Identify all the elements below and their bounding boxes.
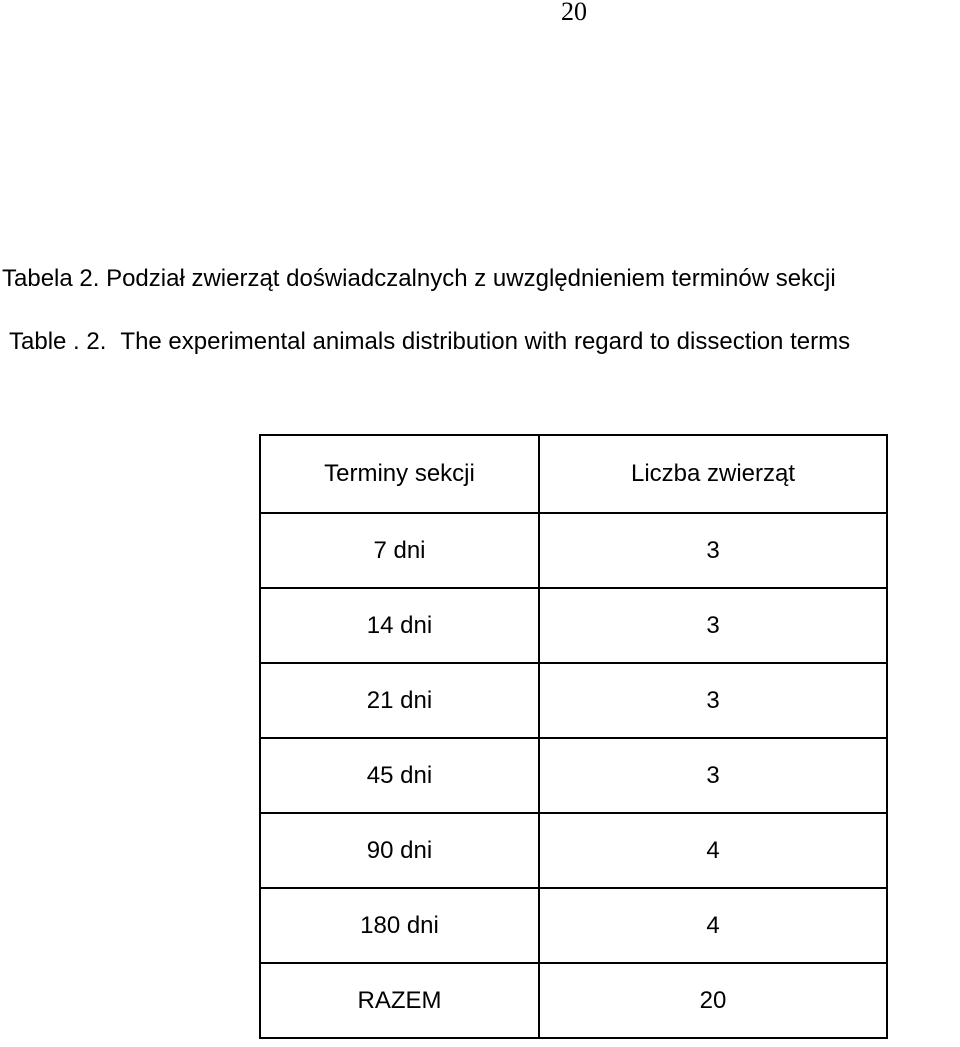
animal-distribution-table — [259, 434, 888, 1039]
table-row — [260, 663, 887, 738]
cell-count: 4 — [539, 888, 887, 963]
table-row — [260, 888, 887, 963]
cell-term: 7 dni — [260, 513, 539, 588]
cell-term: 45 dni — [260, 738, 539, 813]
table-row — [260, 813, 887, 888]
cell-count: 3 — [539, 738, 887, 813]
table-caption-english-label: Table . 2. — [9, 328, 107, 355]
page-number: 20 — [561, 0, 587, 26]
table-row — [260, 738, 887, 813]
table-caption-polish: Tabela 2. Podział zwierząt doświadczalnych z uwzględnieniem terminów sekcji — [2, 265, 836, 292]
cell-term: 90 dni — [260, 813, 539, 888]
table-row — [260, 588, 887, 663]
cell-count-total: 20 — [539, 963, 887, 1038]
cell-term: 21 dni — [260, 663, 539, 738]
cell-term-total: RAZEM — [260, 963, 539, 1038]
table-caption-english — [9, 327, 850, 357]
header-liczba-zwierzat: Liczba zwierząt — [539, 435, 887, 513]
cell-count: 3 — [539, 588, 887, 663]
table-row — [260, 513, 887, 588]
table-caption-english-text: The experimental animals distribution with regard to dissection terms — [120, 328, 851, 355]
cell-term: 14 dni — [260, 588, 539, 663]
table-row-total — [260, 963, 887, 1038]
table-header-row — [260, 435, 887, 513]
cell-term: 180 dni — [260, 888, 539, 963]
header-terminy-sekcji: Terminy sekcji — [260, 435, 539, 513]
cell-count: 4 — [539, 813, 887, 888]
cell-count: 3 — [539, 663, 887, 738]
cell-count: 3 — [539, 513, 887, 588]
